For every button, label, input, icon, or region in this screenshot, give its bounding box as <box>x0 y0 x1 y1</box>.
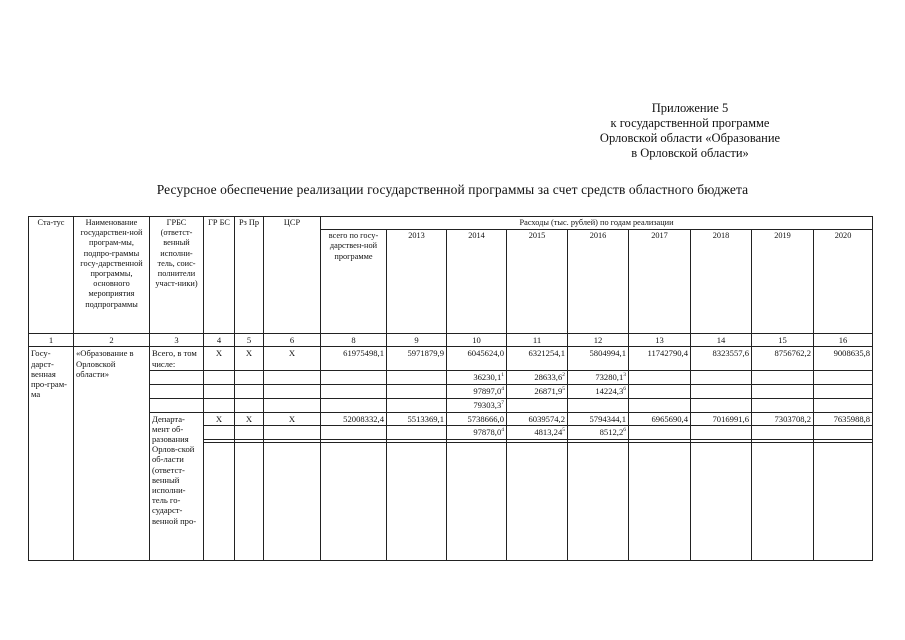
year-cell: 73280,1$^3$ <box>568 371 629 385</box>
header-name: Наименование государствен-ной програм-мы, подпро-граммы госу-дарственной программы, основного мероприятия подпрограммы <box>74 217 150 334</box>
year-cell: 11742790,4 <box>629 347 691 371</box>
column-number: 16 <box>814 334 873 347</box>
header-year: 2015 <box>507 230 568 334</box>
year-cell: 26871,9$^5$ <box>507 385 568 399</box>
total-cell: 52008332,4 <box>321 412 387 425</box>
column-number: 9 <box>387 334 447 347</box>
header-year: 2020 <box>814 230 873 334</box>
header-year: 2018 <box>691 230 752 334</box>
year-cell: 8512,2$^6$ <box>568 425 629 439</box>
csr-cell: X <box>264 347 321 371</box>
header-expenses: Расходы (тыс. рублей) по годам реализации <box>321 217 873 230</box>
appendix-line: Орловской области «Образование <box>599 131 781 145</box>
year-cell: 5794344,1 <box>568 412 629 425</box>
column-number: 2 <box>74 334 150 347</box>
resource-table <box>28 216 873 561</box>
year-cell: 6965690,4 <box>629 412 691 425</box>
column-number: 12 <box>568 334 629 347</box>
header-csr: ЦСР <box>264 217 321 334</box>
document-title: Ресурсное обеспечение реализации государственной программы за счет средств областного бюджета <box>156 182 749 197</box>
rz-pr-cell: X <box>235 412 264 425</box>
column-number-row <box>29 334 873 347</box>
header-gr-bs: ГР БС <box>204 217 235 334</box>
year-cell: 97897,0$^4$ <box>447 385 507 399</box>
year-cell: 8323557,6 <box>691 347 752 371</box>
gr-bs-cell: X <box>204 347 235 371</box>
gr-bs-cell: X <box>204 412 235 425</box>
year-cell: 5804994,1 <box>568 347 629 371</box>
column-number: 3 <box>150 334 204 347</box>
column-number: 4 <box>204 334 235 347</box>
year-cell: 4813,24$^5$ <box>507 425 568 439</box>
column-number: 6 <box>264 334 321 347</box>
year-cell: 8756762,2 <box>752 347 814 371</box>
header-rz-pr: Рз Пр <box>235 217 264 334</box>
header-year: 2017 <box>629 230 691 334</box>
column-number: 11 <box>507 334 568 347</box>
appendix-line: к государственной программе <box>610 116 770 130</box>
year-cell: 7303708,2 <box>752 412 814 425</box>
year-cell: 7635988,8 <box>814 412 873 425</box>
appendix-line: в Орловской области» <box>631 146 749 160</box>
grbs-cell: Департа-мент об-разования Орлов-ской об-ласти (ответст-венный исполни-тель го-сударст-венной про- <box>150 412 204 560</box>
rz-pr-cell: X <box>235 347 264 371</box>
appendix-line: Приложение 5 <box>651 101 729 115</box>
grbs-cell: Всего, в том числе: <box>150 347 204 371</box>
table-header-row <box>29 217 873 230</box>
header-year: 2013 <box>387 230 447 334</box>
year-cell: 6039574,2 <box>507 412 568 425</box>
column-number: 10 <box>447 334 507 347</box>
table-row <box>29 371 873 385</box>
column-number: 1 <box>29 334 74 347</box>
program-name-cell: «Образование в Орловской области» <box>74 347 150 560</box>
column-number: 14 <box>691 334 752 347</box>
csr-cell: X <box>264 412 321 425</box>
header-total: всего по госу-дарствен-ной программе <box>321 230 387 334</box>
column-number: 15 <box>752 334 814 347</box>
year-cell: 5738666,0 <box>447 412 507 425</box>
year-cell: 6321254,1 <box>507 347 568 371</box>
year-cell: 5513369,1 <box>387 412 447 425</box>
appendix-block <box>560 101 820 161</box>
header-year: 2019 <box>752 230 814 334</box>
year-cell: 14224,3$^6$ <box>568 385 629 399</box>
table-row <box>29 412 873 425</box>
year-cell: 36230,1$^1$ <box>447 371 507 385</box>
column-number: 13 <box>629 334 691 347</box>
year-cell: 9008635,8 <box>814 347 873 371</box>
year-cell: 6045624,0 <box>447 347 507 371</box>
header-grbs: ГРБС (ответст-венный исполни-тель, соис-полнители участ-ники) <box>150 217 204 334</box>
year-cell: 7016991,6 <box>691 412 752 425</box>
table-row <box>29 385 873 399</box>
year-cell: 79303,3$^7$ <box>447 399 507 412</box>
column-number: 5 <box>235 334 264 347</box>
header-year: 2016 <box>568 230 629 334</box>
table-row <box>29 347 873 371</box>
total-cell: 61975498,1 <box>321 347 387 371</box>
column-number: 8 <box>321 334 387 347</box>
year-cell: 97878,0$^4$ <box>447 425 507 439</box>
year-cell: 28633,6$^2$ <box>507 371 568 385</box>
header-status: Ста-тус <box>29 217 74 334</box>
table-row <box>29 399 873 412</box>
header-year: 2014 <box>447 230 507 334</box>
year-cell: 5971879,9 <box>387 347 447 371</box>
status-cell: Госу-дарст-венная про-грам-ма <box>29 347 74 560</box>
